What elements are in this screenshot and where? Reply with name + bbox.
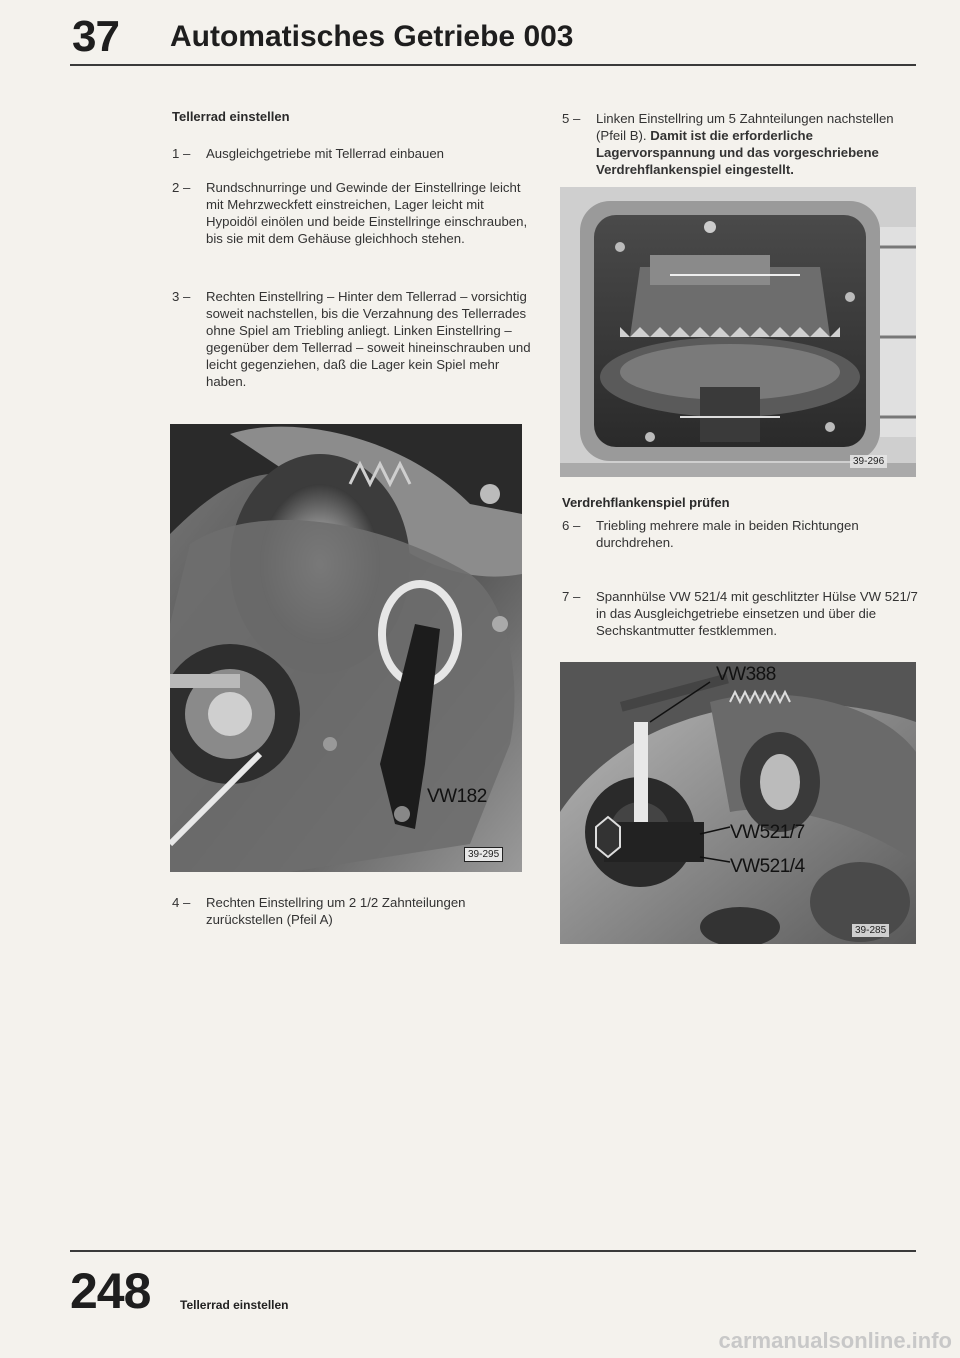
step-text-bold: Damit ist die erforderliche Lagervorspannung und das vorgeschriebene Verdrehflankenspiel eingestellt. [596,128,879,177]
step-text: Triebling mehrere male in beiden Richtungen durchdrehen. [596,518,859,550]
figure-39-296 [560,187,916,477]
chapter-title: Automatisches Getriebe 003 [170,20,574,53]
step-text: Rechten Einstellring – Hinter dem Tellerrad – vorsichtig soweit nachstellen, bis die Verzahnung des Tellerrades ohne Spiel am Triebling anliegt. Linken Einstellring – gegenüber dem Tellerrad – soweit hineinschrauben und leicht gegenziehen, daß die Lager kein Spiel mehr haben. [206,289,531,389]
figure-39-295 [170,424,522,872]
tool-label-vw521-7: VW521/7 [730,822,805,843]
step-4 [172,894,532,928]
step-number: 3 – [172,289,191,304]
step-number: 6 – [562,518,581,533]
step-text: Ausgleichgetriebe mit Tellerrad einbauen [206,146,445,161]
figure-number: 39-285 [852,924,889,937]
step-2 [172,179,532,247]
watermark: carmanualsonline.info [718,1328,952,1353]
footer-rule [70,1250,916,1252]
step-number: 2 – [172,180,191,195]
section-heading-right: Verdrehflankenspiel prüfen [562,495,730,510]
header-rule [70,64,916,66]
step-number: 1 – [172,146,191,161]
step-5 [562,110,922,178]
step-3 [172,288,532,390]
gearbox-photo-top-right [560,187,916,477]
tool-label-vw388: VW388 [716,664,776,685]
figure-39-285 [560,662,916,944]
step-number: 5 – [562,111,581,126]
step-text-plain: Linken Einstellring um 5 Zahnteilungen nachstellen (Pfeil B). [596,111,894,143]
figure-number: 39-295 [464,847,503,862]
step-number: 4 – [172,895,191,910]
step-6 [562,517,922,551]
step-1 [172,145,532,162]
step-text: Spannhülse VW 521/4 mit geschlitzter Hülse VW 521/7 in das Ausgleichgetriebe einsetzen und über die Sechskantmutter festklemmen. [596,589,918,638]
footer-section-title: Tellerrad einstellen [180,1298,289,1312]
page-number: 248 [70,1263,151,1319]
step-text [596,110,922,178]
gearbox-photo-bottom-right [560,662,916,944]
step-number: 7 – [562,589,581,604]
step-text: Rechten Einstellring um 2 1/2 Zahnteilungen zurückstellen (Pfeil A) [206,895,466,927]
tool-label-vw521-4: VW521/4 [730,856,805,877]
chapter-number: 37 [72,12,119,61]
step-text: Rundschnurringe und Gewinde der Einstellringe leicht mit Mehrzweckfett einstreichen, Lager leicht mit Hypoidöl einölen und beide Einstellringe einschrauben, bis sie mit dem Gehäuse gleichhoch stehen. [206,180,528,246]
step-7 [562,588,922,639]
tool-label-vw182: VW182 [427,786,487,807]
figure-number: 39-296 [850,455,887,468]
section-heading-left: Tellerrad einstellen [172,109,290,124]
